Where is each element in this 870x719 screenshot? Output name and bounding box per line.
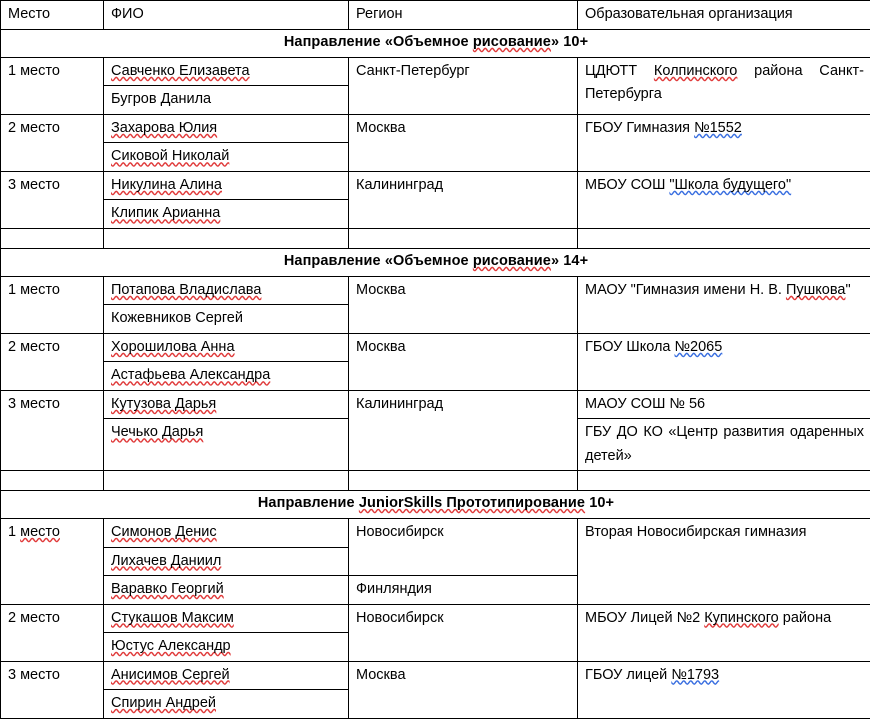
region-cell: Калининград (349, 171, 578, 228)
spacer-cell-place (1, 471, 104, 491)
spacer-cell-name (104, 228, 349, 248)
participant-name: Кутузова Дарья (104, 390, 349, 418)
organization-cell: МАОУ "Гимназия имени Н. В. Пушкова" (578, 276, 870, 333)
participant-name: Варавко Георгий (104, 576, 349, 604)
place-cell: 1 место (1, 58, 104, 115)
place-cell: 2 место (1, 333, 104, 390)
organization-cell: МБОУ Лицей №2 Купинского района (578, 604, 870, 661)
column-header-name: ФИО (104, 1, 349, 30)
organization-cell: ГБОУ лицей №1793 (578, 661, 870, 718)
place-cell: 3 место (1, 661, 104, 718)
region-cell: Москва (349, 661, 578, 718)
participant-name: Сиковой Николай (104, 143, 349, 171)
table-row (1, 58, 870, 86)
section-header-row (1, 491, 870, 519)
region-cell: Новосибирск (349, 519, 578, 576)
participant-name: Чечько Дарья (104, 419, 349, 471)
participant-name: Кожевников Сергей (104, 305, 349, 333)
section-title-prefix: Направление (258, 495, 359, 511)
column-header-place: Место (1, 1, 104, 30)
participant-name: Савченко Елизавета (104, 58, 349, 86)
participant-name: Хорошилова Анна (104, 333, 349, 361)
section-header-row (1, 30, 870, 58)
participant-name: Анисимов Сергей (104, 661, 349, 689)
participant-name: Стукашов Максим (104, 604, 349, 632)
column-header-org: Образовательная организация (578, 1, 870, 30)
table-row (1, 333, 870, 361)
section-title (1, 30, 870, 58)
participant-name: Бугров Данила (104, 86, 349, 114)
column-header-region: Регион (349, 1, 578, 30)
table-row (1, 604, 870, 632)
participant-name: Спирин Андрей (104, 690, 349, 718)
place-cell: 2 место (1, 604, 104, 661)
spacer-cell-place (1, 228, 104, 248)
region-cell-secondary: Финляндия (349, 576, 578, 604)
section-title-suffix: » 10+ (551, 34, 588, 50)
place-cell: 3 место (1, 171, 104, 228)
region-cell: Москва (349, 276, 578, 333)
table-row (1, 661, 870, 689)
organization-cell: ЦДЮТТ Колпинского района Санкт-Петербурга (578, 58, 870, 115)
section-title-suffix: » 14+ (551, 253, 588, 269)
section-title (1, 248, 870, 276)
spacer-cell-region (349, 228, 578, 248)
spacer-row (1, 228, 870, 248)
place-cell: 2 место (1, 114, 104, 171)
participant-name: Симонов Денис (104, 519, 349, 547)
table-row (1, 114, 870, 142)
organization-cell: МАОУ СОШ № 56 (578, 390, 870, 418)
spacer-cell-org (578, 228, 870, 248)
table-row (1, 390, 870, 418)
participant-name: Лихачев Даниил (104, 547, 349, 575)
table-row (1, 519, 870, 547)
spacer-cell-org (578, 471, 870, 491)
section-title-prefix: Направление «Объемное (284, 34, 473, 50)
participant-name: Захарова Юлия (104, 114, 349, 142)
region-cell: Санкт-Петербург (349, 58, 578, 115)
participant-name: Никулина Алина (104, 171, 349, 199)
organization-cell: ГБОУ Школа №2065 (578, 333, 870, 390)
organization-cell: Вторая Новосибирская гимназия (578, 519, 870, 604)
place-cell: 1 место (1, 519, 104, 604)
participant-name: Юстус Александр (104, 633, 349, 661)
organization-cell-secondary: ГБУ ДО КО «Центр развития одаренных детей» (578, 419, 870, 471)
table-row (1, 276, 870, 304)
organization-cell: ГБОУ Гимназия №1552 (578, 114, 870, 171)
spacer-cell-name (104, 471, 349, 491)
table-header-row (1, 1, 870, 30)
region-cell: Москва (349, 333, 578, 390)
spacer-row (1, 471, 870, 491)
organization-cell: МБОУ СОШ "Школа будущего" (578, 171, 870, 228)
place-cell: 3 место (1, 390, 104, 470)
region-cell: Москва (349, 114, 578, 171)
participant-name: Астафьева Александра (104, 362, 349, 390)
participant-name: Клипик Арианна (104, 200, 349, 228)
spacer-cell-region (349, 471, 578, 491)
section-title-suffix: 10+ (585, 495, 614, 511)
region-cell: Калининград (349, 390, 578, 470)
region-cell: Новосибирск (349, 604, 578, 661)
section-title-misspelled: JuniorSkills Прототипирование (359, 495, 585, 511)
participant-name: Потапова Владислава (104, 276, 349, 304)
section-title-misspelled: рисование (473, 253, 551, 269)
place-cell: 1 место (1, 276, 104, 333)
section-title (1, 491, 870, 519)
section-title-misspelled: рисование (473, 34, 551, 50)
section-title-prefix: Направление «Объемное (284, 253, 473, 269)
section-header-row (1, 248, 870, 276)
table-row (1, 171, 870, 199)
